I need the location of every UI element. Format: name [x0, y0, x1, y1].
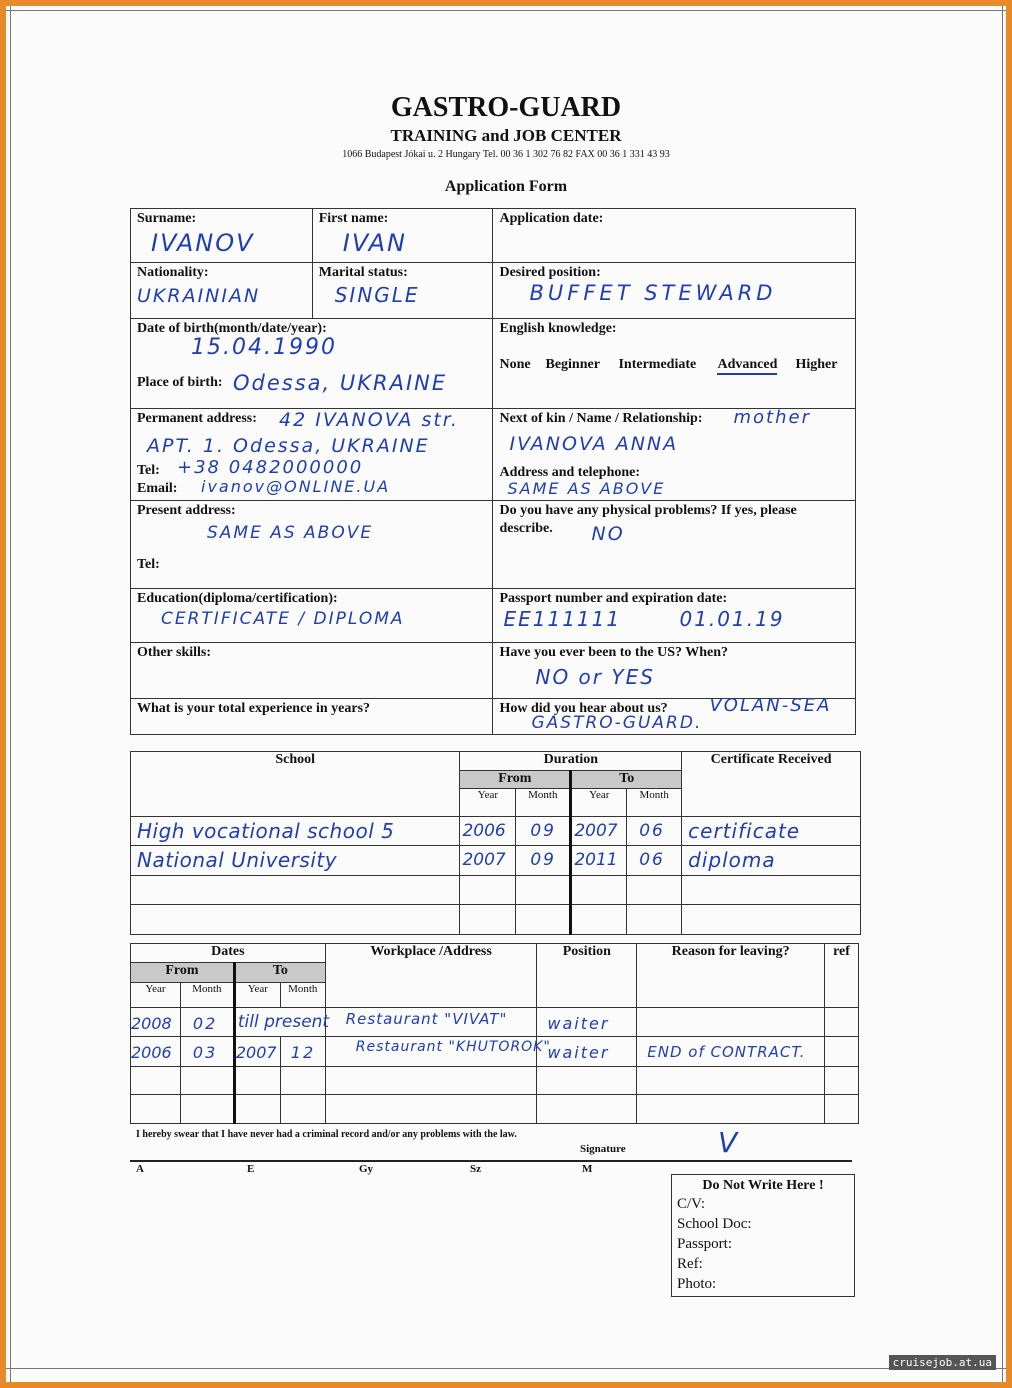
us-cell[interactable] — [493, 643, 856, 699]
experience-cell[interactable] — [131, 699, 493, 735]
present-address-cell[interactable] — [131, 501, 493, 589]
english-intermediate: Intermediate — [618, 357, 697, 372]
english-cell[interactable] — [493, 319, 856, 409]
work-from-year: 2008 — [131, 1014, 172, 1033]
site-watermark: cruisejob.at.ua — [889, 1355, 996, 1370]
appdate-cell[interactable] — [493, 209, 856, 263]
work-to-month-header: Month — [280, 983, 325, 1008]
table-row[interactable] — [131, 846, 861, 876]
edu-to-year: 2011 — [574, 850, 618, 870]
surname-cell[interactable] — [131, 209, 313, 263]
perm-value-1: 42 IVANOVA str. — [279, 409, 459, 431]
surname-label: Surname: — [137, 211, 197, 226]
company-title: GASTRO-GUARD — [390, 92, 622, 123]
firstname-value: IVAN — [342, 229, 407, 257]
work-reason: END of CONTRACT. — [647, 1043, 806, 1061]
code-m: M — [582, 1163, 593, 1175]
office-item-school-doc: School Doc: — [677, 1216, 752, 1232]
pob-label: Place of birth: — [137, 375, 223, 390]
work-place: Restaurant "VIVAT" — [345, 1010, 508, 1028]
edu-from-month-header: Month — [516, 789, 571, 817]
office-use-title: Do Not Write Here ! — [702, 1178, 824, 1193]
school-header: School — [131, 752, 460, 817]
edu-to-year-header: Year — [571, 789, 627, 817]
reason-header: Reason for leaving? — [637, 944, 825, 1008]
work-to-header: To — [234, 963, 325, 983]
position-value: BUFFET STEWARD — [529, 281, 777, 305]
nationality-label: Nationality: — [137, 265, 209, 280]
table-row[interactable] — [131, 817, 861, 846]
table-row[interactable] — [131, 1095, 859, 1124]
kin-cell[interactable] — [493, 409, 856, 501]
physical-label-1: Do you have any physical problems? If yes, please — [499, 503, 797, 518]
exp-label: What is your total experience in years? — [137, 701, 371, 716]
surname-value: IVANOV — [151, 229, 255, 257]
work-from-month: 03 — [192, 1043, 218, 1062]
work-place: Restaurant "KHUTOROK" — [355, 1039, 551, 1055]
passport-label: Passport number and expiration date: — [499, 591, 728, 606]
code-a: A — [136, 1163, 144, 1175]
hear-label: How did you hear about us? — [499, 701, 668, 716]
perm-value-2: APT. 1. Odessa, UKRAINE — [147, 435, 430, 457]
oath-text: I hereby swear that I have never had a criminal record and/or any problems with the law. — [136, 1129, 517, 1140]
edu-certificate: diploma — [688, 848, 776, 872]
ref-header: ref — [824, 944, 858, 1008]
edu-from-year-header: Year — [460, 789, 516, 817]
work-from-header: From — [131, 963, 235, 983]
kin-address-label: Address and telephone: — [499, 465, 641, 480]
office-use-box — [671, 1174, 855, 1297]
office-item-ref: Ref: — [677, 1256, 703, 1272]
edu-from-month: 09 — [530, 821, 556, 841]
duration-header: Duration — [460, 752, 682, 771]
kin-address-value: SAME AS ABOVE — [507, 479, 666, 498]
certificate-header: Certificate Received — [682, 752, 861, 817]
physical-label-2: describe. — [499, 521, 553, 536]
work-history-table — [130, 943, 859, 1124]
birth-cell[interactable] — [131, 319, 493, 409]
personal-info-grid — [130, 208, 856, 735]
work-to-year: 2007 — [235, 1043, 277, 1062]
email-value: ivanov@ONLINE.UA — [201, 477, 391, 496]
work-to-year-header: Year — [234, 983, 280, 1008]
dates-header: Dates — [131, 944, 326, 963]
english-label: English knowledge: — [499, 321, 617, 336]
tel-label: Tel: — [137, 463, 160, 478]
edu-to-header: To — [571, 771, 682, 789]
dob-value: 15.04.1990 — [191, 335, 337, 360]
passport-expiry: 01.01.19 — [679, 607, 785, 631]
application-form-page — [6, 6, 1006, 1382]
hear-cell[interactable] — [493, 695, 856, 735]
physical-value: NO — [591, 523, 625, 545]
company-subtitle: TRAINING and JOB CENTER — [390, 126, 622, 145]
skills-label: Other skills: — [137, 645, 212, 660]
work-position: waiter — [547, 1014, 610, 1033]
english-none: None — [499, 357, 531, 372]
company-address: 1066 Budapest Jókai u. 2 Hungary Tel. 00 36 1 302 76 82 FAX 00 36 1 331 43 93 — [342, 149, 670, 160]
permanent-address-cell[interactable] — [131, 409, 493, 501]
nationality-cell[interactable] — [131, 263, 313, 319]
passport-number: EE111111 — [503, 607, 622, 631]
marital-cell[interactable] — [312, 263, 493, 319]
scan-frame-top — [6, 10, 1006, 11]
email-label: Email: — [137, 481, 178, 496]
edu-from-year: 2007 — [462, 850, 506, 870]
office-item-cv: C/V: — [677, 1196, 706, 1212]
physical-cell[interactable] — [493, 501, 856, 589]
pob-value: Odessa, UKRAINE — [233, 371, 448, 395]
kin-label: Next of kin / Name / Relationship: — [499, 411, 703, 426]
firstname-label: First name: — [318, 211, 389, 226]
work-from-year-header: Year — [131, 983, 181, 1008]
edu-school: National University — [137, 848, 338, 872]
us-label: Have you ever been to the US? When? — [499, 645, 729, 660]
position-cell[interactable] — [493, 263, 856, 319]
signature-mark: V — [718, 1126, 740, 1159]
edu-value: CERTIFICATE / DIPLOMA — [161, 609, 405, 629]
present-tel-label: Tel: — [137, 557, 160, 572]
edu-school: High vocational school 5 — [137, 819, 395, 843]
perm-label: Permanent address: — [137, 411, 257, 426]
english-higher: Higher — [795, 357, 838, 372]
marital-label: Marital status: — [318, 265, 408, 280]
english-advanced: Advanced — [717, 357, 777, 375]
table-row[interactable] — [131, 905, 861, 935]
edu-to-year: 2007 — [574, 821, 618, 841]
hear-value-2: GASTRO-GUARD. — [531, 713, 703, 733]
scan-frame-right — [1002, 6, 1003, 1382]
hear-value-1: VOLAN-SEA — [709, 695, 832, 716]
edu-to-month: 06 — [639, 821, 665, 841]
scan-frame-bottom — [6, 1368, 1006, 1369]
kin-name: IVANOVA ANNA — [509, 433, 679, 455]
education-cell[interactable] — [131, 589, 493, 643]
edu-to-month: 06 — [639, 850, 665, 870]
table-row[interactable] — [131, 1008, 859, 1037]
code-gy: Gy — [359, 1163, 374, 1175]
edu-to-month-header: Month — [627, 789, 682, 817]
table-row[interactable] — [131, 1037, 859, 1067]
code-e: E — [247, 1163, 255, 1175]
passport-cell[interactable] — [493, 589, 856, 643]
workplace-header: Workplace /Address — [325, 944, 537, 1008]
code-sz: Sz — [470, 1163, 481, 1175]
table-row[interactable] — [131, 876, 861, 905]
firstname-cell[interactable] — [312, 209, 493, 263]
tel-value: +38 0482000000 — [177, 457, 364, 478]
nationality-value: UKRAINIAN — [137, 285, 261, 307]
education-table — [130, 751, 861, 935]
work-to-present: till present — [237, 1012, 330, 1032]
work-to-month: 12 — [290, 1043, 316, 1062]
signature-label: Signature — [580, 1143, 626, 1155]
dob-label: Date of birth(month/date/year): — [137, 321, 327, 336]
marital-value: SINGLE — [334, 283, 420, 307]
present-value: SAME AS ABOVE — [207, 523, 374, 543]
form-title: Application Form — [444, 178, 568, 195]
edu-certificate: certificate — [688, 819, 801, 843]
office-item-passport: Passport: — [677, 1236, 733, 1252]
work-position: waiter — [547, 1043, 610, 1062]
skills-cell[interactable] — [131, 643, 493, 699]
kin-relationship: mother — [733, 407, 811, 428]
position-label: Desired position: — [499, 265, 601, 280]
position-header: Position — [537, 944, 637, 1008]
table-row[interactable] — [131, 1067, 859, 1095]
edu-from-year: 2006 — [462, 821, 506, 841]
present-label: Present address: — [137, 503, 236, 518]
appdate-label: Application date: — [499, 211, 604, 226]
english-beginner: Beginner — [545, 357, 600, 372]
edu-from-header: From — [460, 771, 571, 789]
office-item-photo: Photo: — [677, 1276, 717, 1292]
work-from-month: 02 — [192, 1014, 218, 1033]
edu-label: Education(diploma/certification): — [137, 591, 338, 606]
scan-frame-left — [10, 6, 11, 1382]
us-value: NO or YES — [535, 665, 655, 689]
work-from-month-header: Month — [180, 983, 234, 1008]
work-from-year: 2006 — [131, 1043, 172, 1062]
edu-from-month: 09 — [530, 850, 556, 870]
signature-line — [130, 1160, 852, 1162]
